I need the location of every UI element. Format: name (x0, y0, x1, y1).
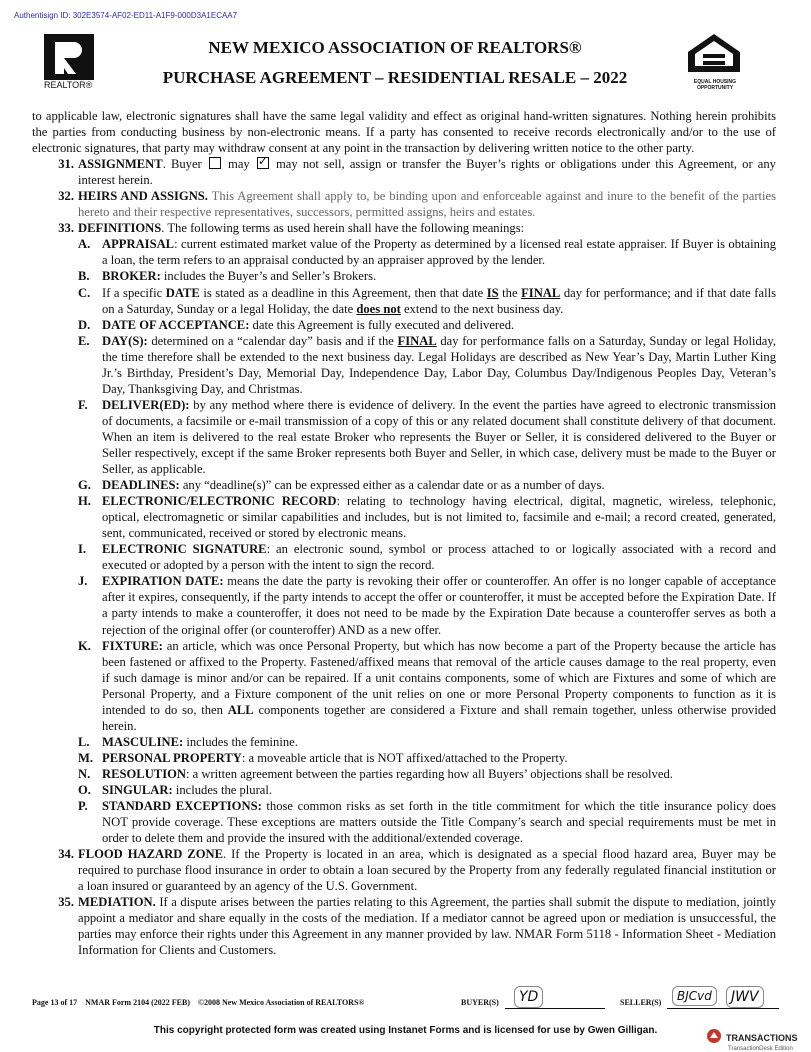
equal-housing-text: EQUAL HOUSING OPPORTUNITY (693, 79, 737, 91)
intro-paragraph: to applicable law, electronic signatures shall have the same legal validity and effect as original hand-written signatures. Nothing herein prohibits the parties from conducting business by non-electronic means. If a party has consented to receive records electronically and/or to the use of electronic signatures, that party may withdraw consent at any point in the transaction by delivering written notice to the other party. (32, 109, 776, 156)
license-notice: This copyright protected form was created using Instanet Forms and is licensed for use by Gwen Gilligan. (153, 1025, 658, 1036)
definition-d: D. DATE OF ACCEPTANCE: date this Agreement is fully executed and delivered. (78, 317, 515, 332)
footer-form-info: Page 13 of 17 NMAR Form 2104 (2022 FEB) ©2008 New Mexico Association of REALTORS® (32, 998, 365, 1007)
buyer-label: BUYER(S) (461, 998, 499, 1007)
seller-initials-1[interactable]: BJCvd (672, 986, 717, 1006)
definition-i: I. ELECTRONIC SIGNATURE: an electronic sound, symbol or process attached to or logically associated with a record and executed or adopted by a person with the intent to sign the record. (78, 542, 776, 573)
definition-h: H. ELECTRONIC/ELECTRONIC RECORD: relating to technology having electrical, digital, magnetic, wireless, telephonic, optical, electromagnetic or similar capabilities and includes, but is not limited to, facsimile and e-mail; a record created, generated, sent, communicated, received or stored by electronic means. (78, 494, 776, 541)
definition-g: G. DEADLINES: any “deadline(s)” can be expressed either as a calendar date or as a number of days. (78, 478, 605, 493)
may-checkbox[interactable] (209, 157, 221, 169)
section-35: 35. MEDIATION. If a dispute arises between the parties relating to this Agreement, the parties shall submit the dispute to mediation, jointly appoint a mediator and share equally in the costs of the mediation. If a mediator cannot be agreed upon or mediation is unsuccessful, the parties may enforce their rights under this Agreement in any manner provided by law. NMAR Form 5118 - Information Sheet - Mediation Information for Clients and Customers. (58, 895, 776, 958)
definition-j: J. EXPIRATION DATE: means the date the party is revoking their offer or counteroffer. An offer is no longer capable of acceptance after it expires, consequently, if the party intends to accept the offer or counteroffer, it must be accepted before the Expiration Date. If a party intends to make a counteroffer, it does not need to be made by the Expiration Date because a counteroffer serves as both a rejection of the original offer (or counteroffer) AND as a new offer. (78, 574, 776, 637)
form-title: PURCHASE AGREEMENT – RESIDENTIAL RESALE – 2022 (162, 68, 628, 87)
seller-label: SELLER(S) (620, 998, 662, 1007)
definition-f: F. DELIVER(ED): by any method where there is evidence of delivery. In the event the parties have agreed to electronic transmission of documents, a facsimile or e-mail transmission of a copy of this or any related document shall constitute delivery of that document. When an item is delivered to the real estate Broker who represents the Buyer or Seller, it is considered delivered to the Buyer or Seller respectively, except if the same Broker represents both Buyer and Seller, in which case, delivery must be made to the Buyer or Seller, as applicable. (78, 397, 776, 477)
transactions-logo: TRANSACTIONS TransactionDesk Edition (706, 1028, 798, 1052)
definition-p: P. STANDARD EXCEPTIONS: those common risks as set forth in the title commitment for which the title insurance policy does NOT provide coverage. These exceptions are matters outside the Title Company’s search and special requirements must be met in order to delete them and provide the insured with the additional/extended coverage. (78, 799, 776, 846)
section-33: 33. DEFINITIONS. The following terms as used herein shall have the following meanings: (58, 221, 525, 236)
buyer-initial-line (505, 1008, 605, 1009)
buyer-initials[interactable]: YD (514, 986, 543, 1008)
realtor-logo-text: REALTOR® (44, 80, 93, 90)
may-not-checkbox[interactable] (257, 157, 269, 169)
definition-o: O. SINGULAR: includes the plural. (78, 782, 273, 797)
definition-n: N. RESOLUTION: a written agreement between the parties regarding how all Buyers’ objections shall be resolved. (78, 766, 673, 781)
definition-e: E. DAY(S): determined on a “calendar day” basis and if the FINAL day for performance falls on a Saturday, Sunday or legal Holiday, the time therefore shall be extended to the next business day. Legal Holidays are described as New Year’s Day, Martin Luther King Jr.’s Birthday, President’s Day, Memorial Day, Independence Day, Labor Day, Columbus Day/Indigenous Peoples Day, Veteran’s Day, Thanksgiving Day, and Christmas. (78, 333, 776, 396)
definition-a: A. APPRAISAL: current estimated market value of the Property as determined by a licensed real estate appraiser. If Buyer is obtaining a loan, the term refers to an appraisal conducted by an appraiser approved by the lender. (78, 237, 776, 268)
agreement-body (32, 108, 776, 958)
section-34: 34. FLOOD HAZARD ZONE. If the Property is located in an area, which is designated as a special flood hazard area, Buyer may be required to purchase flood insurance in order to obtain a loan secured by the Property from any federally regulated financial institution or a loan insured or guaranteed by an agency of the U.S. Government. (58, 847, 776, 894)
definition-k: K. FIXTURE: an article, which was once Personal Property, but which has now become a part of the Property because the article has been fastened or affixed to the Property. Fastened/affixed means that removal of the article causes damage to the real property, even if such damage is minor and/or can be repaired. If a unit contains components, some of which are Fixtures and some of which are Personal Property, and a Fixture component of the unit relies on one or more Personal Property components to function as it is intended to do so, then ALL components together are considered a Fixture and shall remain together, unless otherwise provided herein. (78, 638, 777, 733)
definition-l: L. MASCULINE: includes the feminine. (78, 734, 298, 749)
section-32: 32. HEIRS AND ASSIGNS. This Agreement shall apply to, be binding upon and enforceable against and inure to the benefit of the parties hereto and their respective representatives, successors, permitted assigns, heirs and estates. (58, 189, 777, 220)
definition-c: C. If a specific DATE is stated as a deadline in this Agreement, then that date IS the FINAL day for performance; and if that date falls on a Saturday, Sunday or a legal Holiday, the date does not extend to the next business day. (78, 285, 776, 316)
authentisign-id: Authentisign ID: 302E3574-AF02-ED11-A1F9-000D3A1ECAA7 (14, 11, 238, 20)
transactions-icon (706, 1028, 722, 1044)
definition-m: M. PERSONAL PROPERTY: a moveable article that is NOT affixed/attached to the Property. (78, 750, 568, 765)
definition-b: B. BROKER: includes the Buyer’s and Seller’s Brokers. (78, 269, 377, 284)
form-title-org: NEW MEXICO ASSOCIATION OF REALTORS® (208, 38, 582, 57)
seller-initials-2[interactable]: JWV (726, 986, 764, 1008)
seller-initial-line (667, 1008, 779, 1009)
section-31: 31. ASSIGNMENT. Buyer may ✓ may not sell, assign or transfer the Buyer’s rights or obligations under this Agreement, or any interest herein. (32, 156, 776, 188)
